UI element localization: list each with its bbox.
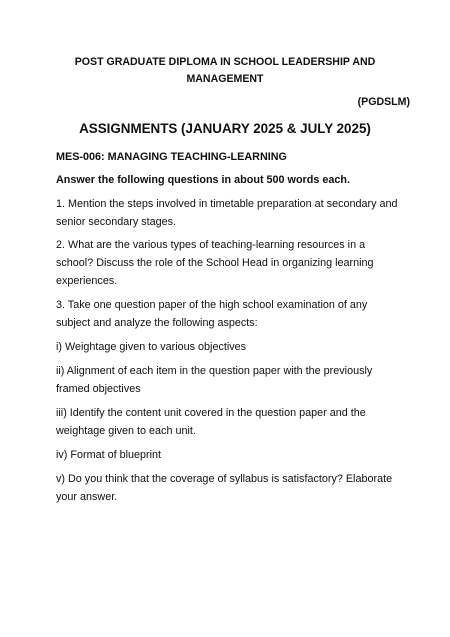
question-1: 1. Mention the steps involved in timetable preparation at secondary and senior secondary stages. bbox=[56, 198, 398, 228]
programme-code: (PGDSLM) bbox=[357, 96, 410, 108]
question-3-part-iii: iii) Identify the content unit covered in the question paper and the weightage given to each unit. bbox=[56, 407, 366, 437]
instruction-text: Answer the following questions in about 500 words each. bbox=[56, 174, 350, 186]
question-3-part-iv: iv) Format of blueprint bbox=[56, 449, 162, 461]
question-3: 3. Take one question paper of the high school examination of any subject and analyze the following aspects: bbox=[56, 299, 368, 329]
assignments-heading: ASSIGNMENTS (JANUARY 2025 & JULY 2025) bbox=[79, 121, 371, 136]
question-3-part-v: v) Do you think that the coverage of syllabus is satisfactory? Elaborate your answer. bbox=[56, 473, 393, 503]
question-3-part-ii: ii) Alignment of each item in the question paper with the previously framed objectives bbox=[56, 365, 373, 395]
question-3-part-i: i) Weightage given to various objectives bbox=[56, 341, 247, 353]
course-title: MES-006: MANAGING TEACHING-LEARNING bbox=[56, 151, 287, 163]
question-2: 2. What are the various types of teaching-learning resources in a school? Discuss the role of the School Head in organizing learning experiences. bbox=[56, 239, 374, 287]
programme-title: POST GRADUATE DIPLOMA IN SCHOOL LEADERSHIP AND MANAGEMENT bbox=[74, 56, 376, 85]
